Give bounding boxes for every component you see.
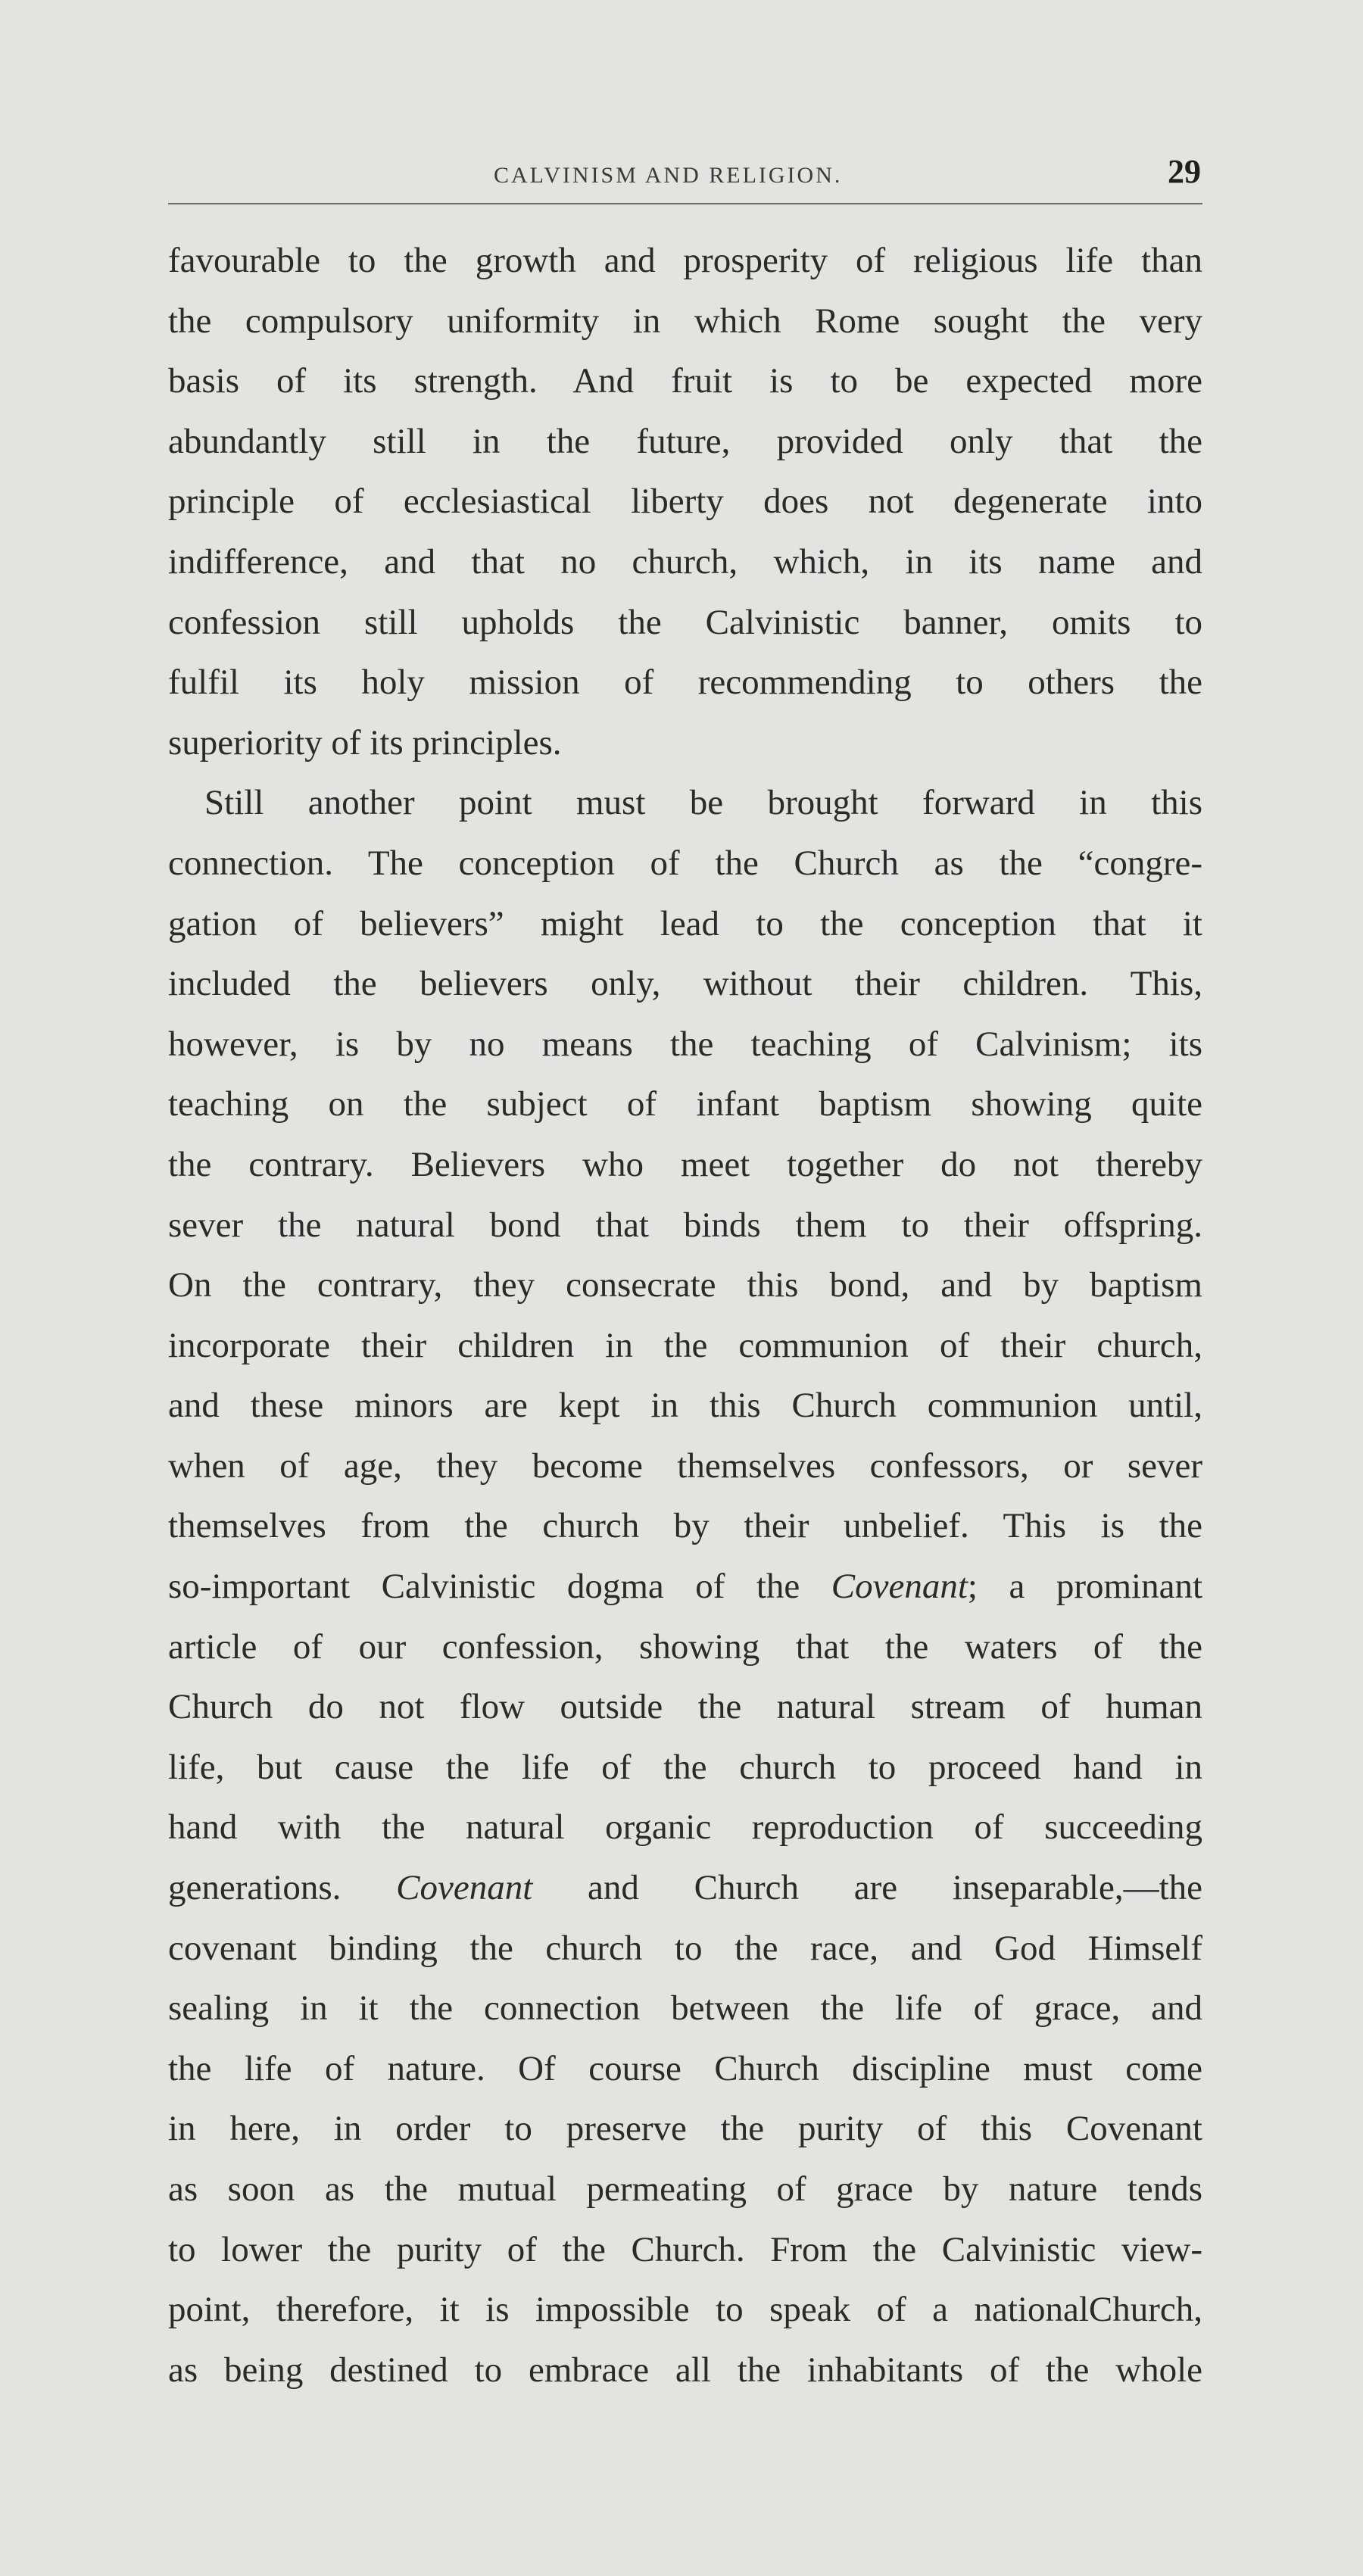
text-line: Still another point must be brought forward in this (204, 783, 1202, 823)
text-line: themselves from the church by their unbelief. This is the (168, 1506, 1202, 1546)
text-line: sever the natural bond that binds them to their offspring. (168, 1205, 1202, 1245)
text-line: the life of nature. Of course Church discipline must come (168, 2048, 1202, 2088)
running-head (168, 155, 1202, 201)
text-segment: and Church are inseparable,—the (532, 1868, 1202, 1908)
text-line: confession still upholds the Calvinistic banner, omits to (168, 602, 1202, 642)
text-line: sealing in it the connection between the life of grace, and (168, 1988, 1202, 2029)
running-head-title: CALVINISM AND RELIGION. (494, 163, 843, 188)
text-line: teaching on the subject of infant baptism showing quite (168, 1084, 1202, 1124)
text-line: and these minors are kept in this Church communion until, (168, 1386, 1202, 1426)
italic-term: Covenant (396, 1868, 533, 1908)
italic-term: Covenant (831, 1567, 968, 1607)
text-line: connection. The conception of the Church as the “congre- (168, 843, 1202, 883)
text-line: superiority of its principles. (168, 722, 562, 763)
text-line: indifference, and that no church, which, in its name and (168, 541, 1202, 582)
text-segment: so-important Calvinistic dogma of the (168, 1567, 831, 1607)
text-line: point, therefore, it is impossible to speak of a nationalChurch, (168, 2290, 1202, 2330)
text-line: covenant binding the church to the race, and God Himself (168, 1928, 1202, 1968)
text-line: gation of believers” might lead to the conception that it (168, 903, 1202, 943)
text-line: favourable to the growth and prosperity of religious life than (168, 241, 1202, 280)
text-line: article of our confession, showing that the waters of the (168, 1626, 1202, 1667)
text-line: abundantly still in the future, provided only that the (168, 421, 1202, 461)
text-line: On the contrary, they consecrate this bond, and by baptism (168, 1265, 1202, 1305)
text-line: basis of its strength. And fruit is to be expected more (168, 361, 1202, 401)
text-line: as soon as the mutual permeating of grace by nature tends (168, 2169, 1202, 2209)
text-line: principle of ecclesiastical liberty does not degenerate into (168, 482, 1202, 522)
text-line: Church do not flow outside the natural stream of human (168, 1687, 1202, 1727)
text-line: included the believers only, without their children. This, (168, 964, 1202, 1004)
text-line: the contrary. Believers who meet together do not thereby (168, 1144, 1202, 1184)
text-line: fulfil its holy mission of recommending to others the (168, 663, 1202, 703)
text-line (168, 1557, 1202, 1617)
text-line: the compulsory uniformity in which Rome sought the very (168, 301, 1202, 341)
text-line: life, but cause the life of the church to proceed hand in (168, 1747, 1202, 1787)
header-rule (168, 203, 1202, 204)
text-line (168, 1858, 1202, 1919)
text-line: in here, in order to preserve the purity of this Covenant (168, 2109, 1202, 2149)
text-segment: ; a prominant (967, 1567, 1202, 1607)
text-line: incorporate their children in the communion of their church, (168, 1325, 1202, 1365)
text-line: hand with the natural organic reproduction of succeeding (168, 1807, 1202, 1848)
body-text (168, 231, 1202, 2400)
text-segment: generations. (168, 1868, 397, 1908)
text-line: to lower the purity of the Church. From the Calvinistic view- (168, 2229, 1202, 2269)
text-line: when of age, they become themselves confessors, or sever (168, 1445, 1202, 1486)
text-line: as being destined to embrace all the inhabitants of the whole (168, 2350, 1202, 2390)
text-line: however, is by no means the teaching of Calvinism; its (168, 1024, 1202, 1064)
page-number: 29 (1168, 153, 1201, 190)
